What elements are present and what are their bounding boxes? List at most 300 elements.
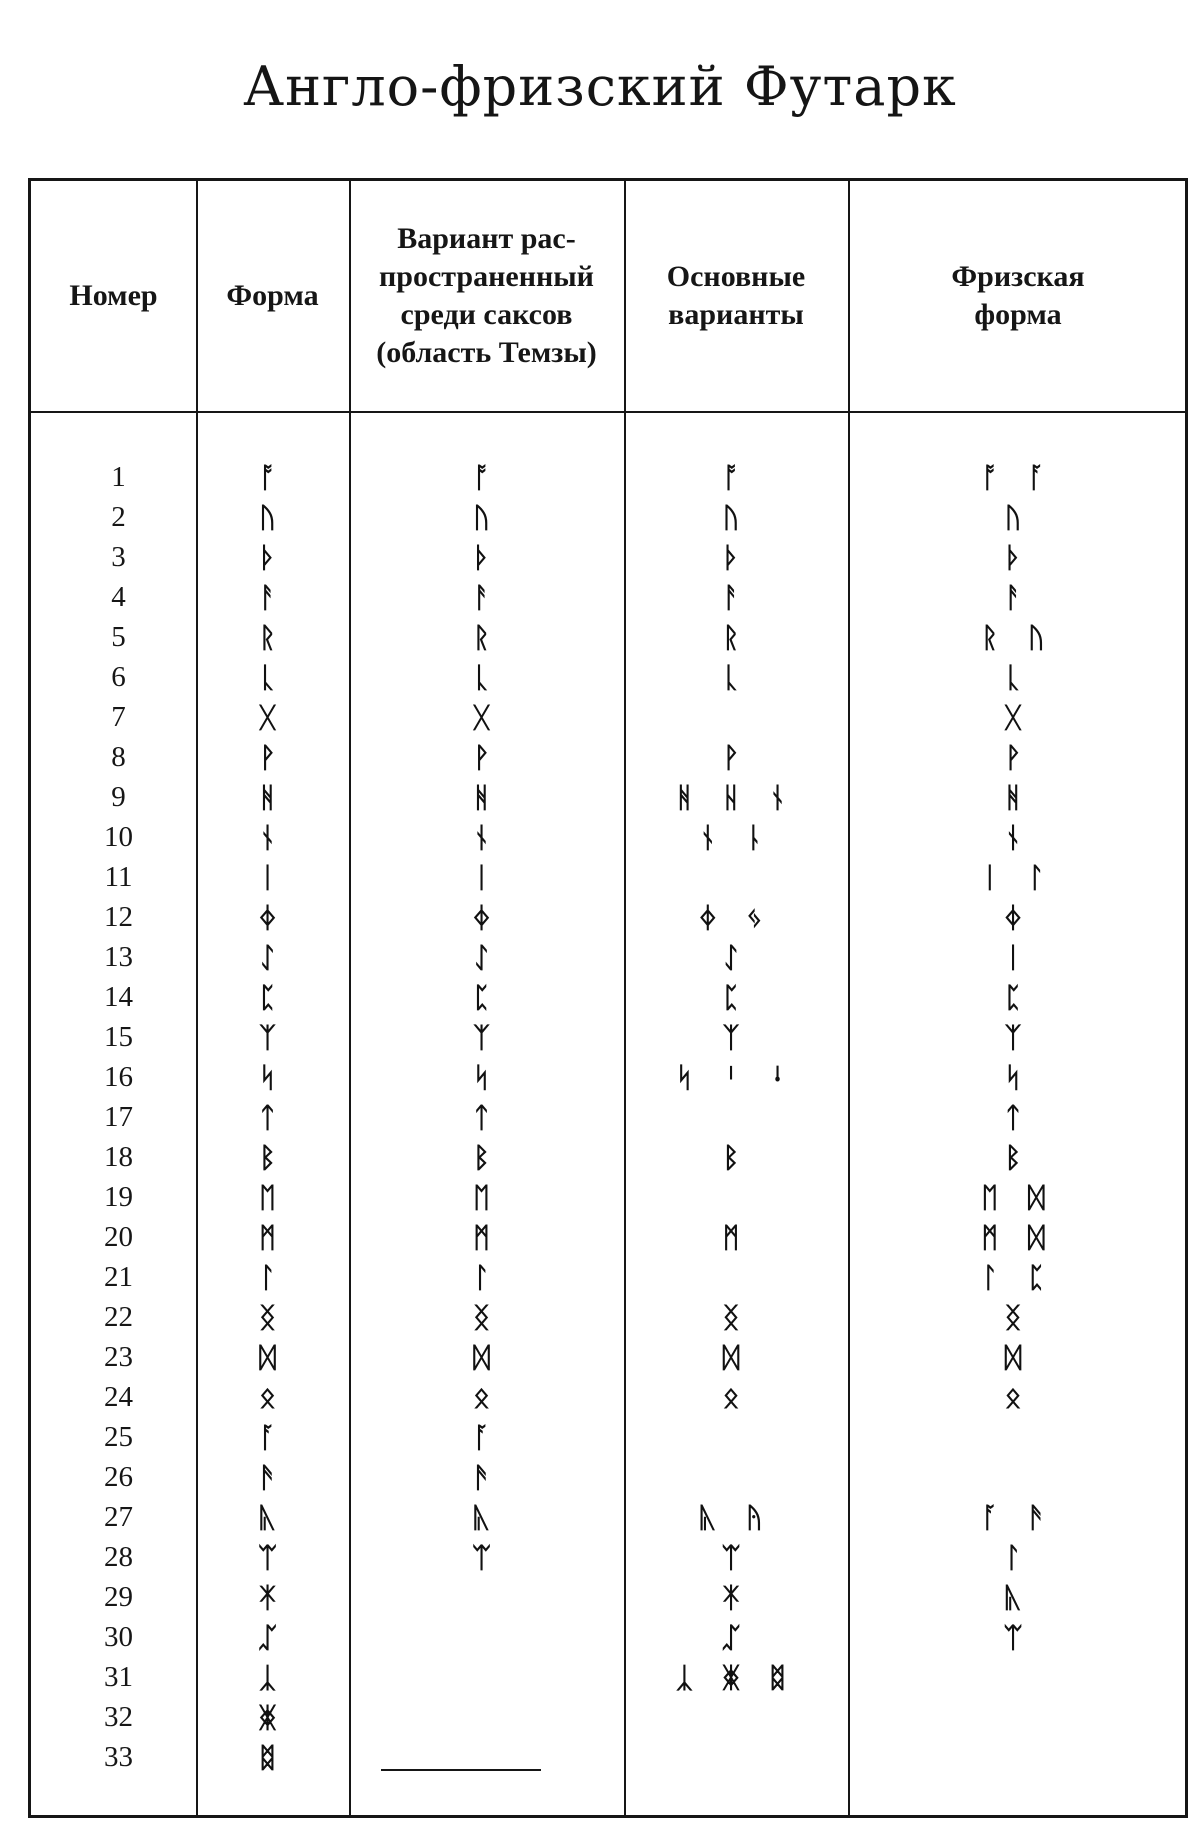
rune-main-variant-row [624,1057,848,1097]
saxon-column-end-rule [381,1769,541,1771]
rune-main-variant: ᛢ [722,1620,750,1654]
rune-frisian-form: ᚷ [1004,700,1032,734]
rune-frisian-form-row [848,617,1188,657]
rune-number: 16 [104,1060,133,1093]
rune-frisian-form-row [848,1657,1188,1697]
rune-saxon-variant: ᚫ [473,1460,500,1494]
rune-form: ᚷ [259,700,286,734]
rune-saxon-variant-row [349,1417,624,1457]
rune-main-variant-row [624,1617,848,1657]
rune-number-row [41,817,196,857]
rune-form-row [196,457,349,497]
rune-number-row [41,1177,196,1217]
rune-main-variant-row [624,777,848,817]
rune-number: 9 [111,780,126,813]
rune-main-variant-row [624,537,848,577]
rune-frisian-form-row [848,897,1188,937]
rune-number: 20 [104,1220,133,1253]
rune-number-row [41,977,196,1017]
rune-frisian-form: ᚩ ᚪ [981,460,1055,494]
rune-frisian-form: ᛚ [1004,1540,1032,1574]
rune-main-variant: ᚦ [722,540,750,574]
rune-saxon-variant: ᚳ [473,660,500,694]
header-form: Форма [226,279,319,312]
rune-form: ᚹ [259,740,286,774]
rune-frisian-form: ᛁ [1004,940,1032,974]
rune-frisian-form: ᚱ ᚢ [981,620,1055,654]
rune-main-variant: ᛋ ᛌ ᛍ [676,1060,796,1094]
rune-form-row [196,617,349,657]
rune-main-variant: ᛞ [722,1340,750,1374]
rune-saxon-variant: ᚪ [473,1420,500,1454]
rune-main-variant-row [624,1737,848,1777]
rune-form: ᛤ [259,1700,286,1734]
rune-saxon-variant: ᛝ [473,1300,500,1334]
rune-frisian-form: ᛄ [1004,900,1032,934]
rune-form: ᛁ [259,860,286,894]
rune-frisian-form-row [848,1177,1188,1217]
rune-saxon-variant-row [349,1257,624,1297]
rune-main-variant: ᛉ [722,1020,750,1054]
rune-saxon-variant: ᚣ [473,1500,500,1534]
rune-saxon-variant: ᛖ [473,1180,500,1214]
rune-main-variant: ᛈ [722,980,750,1014]
rune-form: ᛋ [259,1060,286,1094]
rune-form-row [196,1537,349,1577]
rune-number: 1 [111,460,126,493]
rune-form-row [196,1097,349,1137]
rune-saxon-variant-row [349,1337,624,1377]
rune-number-row [41,897,196,937]
rune-number: 24 [104,1380,133,1413]
rune-number-row [41,937,196,977]
rune-main-variant-row [624,1017,848,1057]
header-number: Номер [69,279,158,312]
rune-saxon-variant-row [349,1137,624,1177]
column-number [41,457,196,1777]
rune-form: ᚪ [259,1420,286,1454]
rune-frisian-form-row [848,857,1188,897]
rune-form: ᛞ [259,1340,286,1374]
rune-main-variant-row [624,1577,848,1617]
rune-saxon-variant-row [349,1577,624,1617]
rune-form: ᚾ [259,820,286,854]
rune-number: 10 [104,820,133,853]
rune-number: 25 [104,1420,133,1453]
rune-main-variant-row [624,577,848,617]
rune-frisian-form: ᛖ ᛞ [981,1180,1055,1214]
rune-saxon-variant-row [349,617,624,657]
rune-form: ᛝ [259,1300,286,1334]
rune-frisian-form: ᚦ [1004,540,1032,574]
rune-frisian-form: ᚢ [1004,500,1032,534]
rune-main-variant: ᚱ [722,620,750,654]
rune-frisian-form-row [848,977,1188,1017]
rune-main-variant: ᚳ [722,660,750,694]
rune-number: 32 [104,1700,133,1733]
rune-form: ᚣ [259,1500,286,1534]
rune-number: 33 [104,1740,133,1773]
rune-main-variant-row [624,1097,848,1137]
rune-form-row [196,537,349,577]
rune-main-variant-row [624,697,848,737]
rune-form: ᚫ [259,1460,286,1494]
rune-form-row [196,1417,349,1457]
rune-form-row [196,1697,349,1737]
rune-saxon-variant-row [349,1697,624,1737]
rune-frisian-form-row [848,1257,1188,1297]
rune-form: ᛖ [259,1180,286,1214]
rune-form: ᛠ [259,1540,286,1574]
rune-frisian-form: ᛁ ᛚ [981,860,1055,894]
rune-saxon-variant-row [349,737,624,777]
rune-form: ᚢ [259,500,286,534]
rune-saxon-variant-row [349,1737,624,1777]
rune-frisian-form: ᛠ [1004,1620,1032,1654]
rune-saxon-variant: ᛋ [473,1060,500,1094]
rune-frisian-form-row [848,1097,1188,1137]
rune-number: 31 [104,1660,133,1693]
rune-main-variant-row [624,1697,848,1737]
rune-number: 21 [104,1260,133,1293]
rune-form-row [196,777,349,817]
rune-number-row [41,1497,196,1537]
rune-saxon-variant-row [349,1657,624,1697]
rune-frisian-form-row [848,1697,1188,1737]
rune-number-row [41,577,196,617]
rune-saxon-variant-row [349,1097,624,1137]
rune-frisian-form-row [848,1017,1188,1057]
rune-saxon-variant-row [349,977,624,1017]
column-main-variants [624,457,848,1777]
rune-number-row [41,777,196,817]
rune-number-row [41,1217,196,1257]
rune-form-row [196,817,349,857]
rune-main-variant: ᚩ [722,460,750,494]
rune-frisian-form-row [848,1617,1188,1657]
rune-main-variant-row [624,617,848,657]
rune-number-row [41,1017,196,1057]
rune-number-row [41,1697,196,1737]
rune-number-row [41,457,196,497]
rune-main-variant: ᚻ ᚺ ᚾ [676,780,796,814]
rune-frisian-form-row [848,577,1188,617]
rune-number: 27 [104,1500,133,1533]
futhark-table [28,178,1188,1818]
rune-form-row [196,1657,349,1697]
rune-saxon-variant: ᚱ [473,620,500,654]
rune-saxon-variant-row [349,1537,624,1577]
rune-number-row [41,737,196,777]
rune-frisian-form-row [848,817,1188,857]
rune-saxon-variant-row [349,937,624,977]
rune-form: ᚦ [259,540,286,574]
rune-frisian-form-row [848,457,1188,497]
rune-form-row [196,657,349,697]
rune-number: 11 [104,860,133,893]
rune-frisian-form: ᛚ ᛈ [981,1260,1055,1294]
rune-frisian-form-row [848,1537,1188,1577]
column-frisian-form [848,457,1188,1777]
rune-saxon-variant-row [349,897,624,937]
rune-frisian-form-row [848,777,1188,817]
rune-saxon-variant: ᛒ [473,1140,500,1174]
rune-frisian-form: ᚳ [1004,660,1032,694]
rune-number: 7 [111,700,126,733]
header-saxon-variant: Вариант рас- пространенный среди саксов (область Темзы) [376,222,597,369]
rune-saxon-variant-row [349,1617,624,1657]
rune-frisian-form-row [848,1377,1188,1417]
rune-saxon-variant-row [349,817,624,857]
rune-saxon-variant: ᚩ [473,460,500,494]
rune-number: 22 [104,1300,133,1333]
rune-frisian-form: ᛝ [1004,1300,1032,1334]
rune-main-variant-row [624,1497,848,1537]
rune-form-row [196,897,349,937]
rune-number-row [41,1457,196,1497]
rune-main-variant: ᛠ [722,1540,750,1574]
column-saxon-variant [349,457,624,1777]
rune-form-row [196,1017,349,1057]
rune-saxon-variant-row [349,1377,624,1417]
rune-form: ᚻ [259,780,286,814]
page-title: Англо-фризский Футарк [243,55,957,118]
rune-number-row [41,857,196,897]
rune-number-row [41,1377,196,1417]
rune-form-row [196,1137,349,1177]
rune-main-variant-row [624,737,848,777]
rune-form: ᛢ [259,1620,286,1654]
rune-saxon-variant-row [349,1497,624,1537]
rune-main-variant-row [624,937,848,977]
rune-number: 18 [104,1140,133,1173]
rune-form-row [196,697,349,737]
rune-form-row [196,1377,349,1417]
rune-form-row [196,1337,349,1377]
rune-saxon-variant-row [349,1057,624,1097]
rune-frisian-form-row [848,1337,1188,1377]
rune-form: ᛒ [259,1140,286,1174]
rune-number-row [41,1257,196,1297]
rune-number: 29 [104,1580,133,1613]
rune-number-row [41,537,196,577]
rune-frisian-form: ᚣ [1004,1580,1032,1614]
rune-frisian-form: ᛈ [1004,980,1032,1014]
rune-frisian-form: ᚹ [1004,740,1032,774]
header-divider [31,411,1185,413]
rune-form: ᛥ [259,1740,286,1774]
rune-frisian-form-row [848,737,1188,777]
rune-main-variant-row [624,977,848,1017]
rune-saxon-variant-row [349,777,624,817]
rune-saxon-variant: ᛗ [473,1220,500,1254]
rune-frisian-form-row [848,497,1188,537]
rune-saxon-variant-row [349,457,624,497]
rune-frisian-form-row [848,1577,1188,1617]
rune-frisian-form: ᛗ ᛞ [981,1220,1055,1254]
rune-number-row [41,1337,196,1377]
rune-saxon-variant: ᛠ [473,1540,500,1574]
rune-number-row [41,1297,196,1337]
rune-number: 26 [104,1460,133,1493]
rune-main-variant-row [624,1177,848,1217]
rune-form-row [196,1617,349,1657]
rune-form: ᛗ [259,1220,286,1254]
rune-frisian-form-row [848,1297,1188,1337]
rune-main-variant-row [624,657,848,697]
rune-frisian-form: ᚻ [1004,780,1032,814]
rune-saxon-variant: ᚢ [473,500,500,534]
rune-main-variant: ᛟ [722,1380,750,1414]
rune-frisian-form-row [848,537,1188,577]
rune-number-row [41,1057,196,1097]
rune-form-row [196,737,349,777]
header-frisian-form: Фризская форма [951,260,1085,331]
rune-form-row [196,1577,349,1617]
rune-saxon-variant: ᚾ [473,820,500,854]
rune-frisian-form-row [848,1457,1188,1497]
rune-saxon-variant: ᛈ [473,980,500,1014]
rune-saxon-variant: ᛞ [473,1340,500,1374]
rune-main-variant-row [624,497,848,537]
rune-number: 28 [104,1540,133,1573]
rune-main-variant: ᛇ [722,940,750,974]
header-main-variants: Основные варианты [666,260,806,331]
rune-form: ᚩ [259,460,286,494]
rune-form: ᛉ [259,1020,286,1054]
rune-form-row [196,1497,349,1537]
rune-frisian-form-row [848,1057,1188,1097]
rune-main-variant-row [624,1457,848,1497]
rune-number-row [41,497,196,537]
rune-main-variant-row [624,1137,848,1177]
rune-frisian-form: ᛒ [1004,1140,1032,1174]
rune-number-row [41,657,196,697]
rune-form-row [196,1177,349,1217]
rune-form: ᛇ [259,940,286,974]
rune-form-row [196,577,349,617]
rune-number: 2 [111,500,126,533]
rune-form-row [196,857,349,897]
rune-main-variant-row [624,1257,848,1297]
rune-form: ᚨ [259,580,286,614]
rune-saxon-variant: ᚦ [473,540,500,574]
rune-saxon-variant-row [349,697,624,737]
rune-saxon-variant-row [349,577,624,617]
rune-number-row [41,1137,196,1177]
rune-main-variant: ᛡ [722,1580,750,1614]
rune-form: ᚳ [259,660,286,694]
rune-saxon-variant-row [349,657,624,697]
rune-main-variant-row [624,1377,848,1417]
rune-form: ᛚ [259,1260,286,1294]
rune-number: 13 [104,940,133,973]
rune-frisian-form-row [848,1137,1188,1177]
rune-number: 5 [111,620,126,653]
rune-number-row [41,1537,196,1577]
rune-frisian-form: ᛏ [1004,1100,1032,1134]
rune-form: ᚱ [259,620,286,654]
rune-frisian-form: ᛉ [1004,1020,1032,1054]
rune-main-variant: ᛗ [722,1220,750,1254]
rune-frisian-form-row [848,657,1188,697]
rune-saxon-variant: ᛄ [473,900,500,934]
rune-saxon-variant-row [349,1177,624,1217]
rune-form: ᛏ [259,1100,286,1134]
rune-number: 19 [104,1180,133,1213]
rune-number-row [41,697,196,737]
rune-frisian-form-row [848,1217,1188,1257]
rune-main-variant-row [624,1217,848,1257]
rune-form-row [196,1257,349,1297]
rune-number-row [41,1577,196,1617]
rune-frisian-form: ᚨ [1004,580,1032,614]
column-form [196,457,349,1777]
rune-form-row [196,1217,349,1257]
rune-form-row [196,1457,349,1497]
rune-form: ᛣ [259,1660,286,1694]
rune-main-variant-row [624,817,848,857]
rune-form-row [196,1297,349,1337]
rune-main-variant-row [624,457,848,497]
rune-saxon-variant-row [349,497,624,537]
rune-main-variant: ᛄ ᛃ [699,900,773,934]
rune-number-row [41,1417,196,1457]
rune-number: 4 [111,580,126,613]
rune-number-row [41,617,196,657]
rune-frisian-form-row [848,1497,1188,1537]
rune-frisian-form: ᛞ [1004,1340,1032,1374]
rune-number: 14 [104,980,133,1013]
rune-number-row [41,1097,196,1137]
rune-main-variant-row [624,897,848,937]
rune-number: 8 [111,740,126,773]
rune-saxon-variant: ᚻ [473,780,500,814]
rune-number: 30 [104,1620,133,1653]
rune-main-variant-row [624,857,848,897]
rune-main-variant: ᛒ [722,1140,750,1174]
rune-saxon-variant-row [349,1457,624,1497]
rune-saxon-variant: ᛁ [473,860,500,894]
rune-number: 15 [104,1020,133,1053]
rune-saxon-variant: ᛉ [473,1020,500,1054]
rune-number: 3 [111,540,126,573]
rune-form: ᛟ [259,1380,286,1414]
rune-number: 12 [104,900,133,933]
rune-main-variant: ᚢ [722,500,750,534]
rune-number-row [41,1617,196,1657]
rune-main-variant: ᚹ [722,740,750,774]
rune-main-variant-row [624,1417,848,1457]
rune-form-row [196,937,349,977]
rune-main-variant-row [624,1657,848,1697]
rune-number: 23 [104,1340,133,1373]
rune-form-row [196,497,349,537]
rune-frisian-form: ᚾ [1004,820,1032,854]
rune-frisian-form: ᚪ ᚫ [981,1500,1055,1534]
rune-main-variant: ᚾ ᚿ [699,820,773,854]
rune-saxon-variant-row [349,857,624,897]
rune-number-row [41,1657,196,1697]
rune-main-variant-row [624,1537,848,1577]
rune-saxon-variant: ᚷ [473,700,500,734]
rune-saxon-variant: ᛚ [473,1260,500,1294]
rune-main-variant: ᛣ ᛤ ᛥ [676,1660,796,1694]
rune-frisian-form-row [848,1417,1188,1457]
rune-saxon-variant: ᛇ [473,940,500,974]
rune-number: 6 [111,660,126,693]
rune-frisian-form-row [848,937,1188,977]
